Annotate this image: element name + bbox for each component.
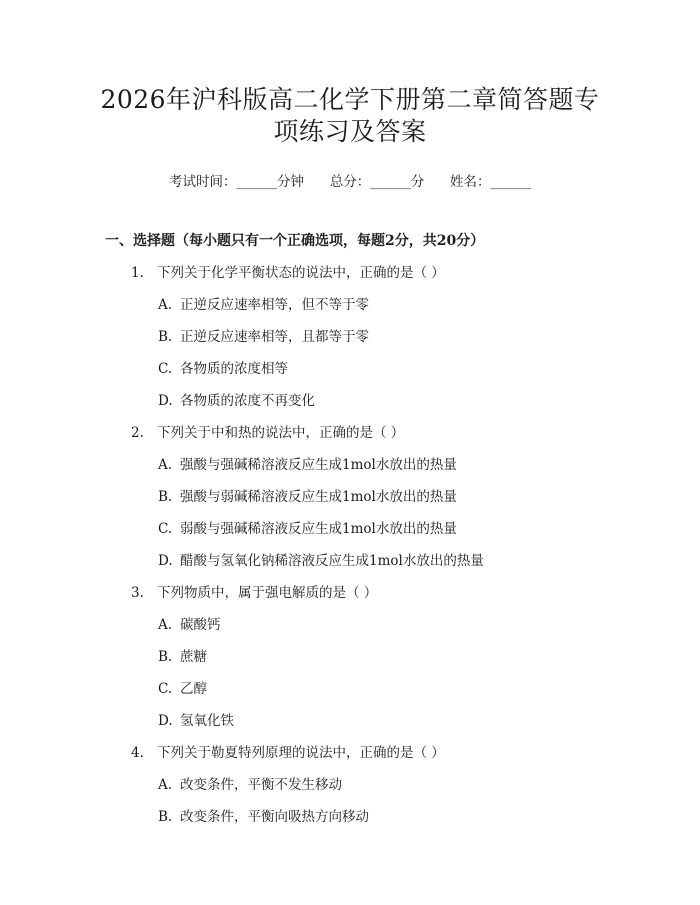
option-letter: D.	[158, 393, 173, 409]
exam-info-line: 考试时间：______分钟 总分：______分 姓名：______	[169, 174, 531, 190]
option-letter: C.	[158, 681, 173, 697]
option-letter: D.	[158, 713, 173, 729]
question-3-option-b	[158, 645, 207, 665]
option-text: 各物质的浓度不再变化	[180, 393, 315, 409]
option-letter: B.	[158, 329, 173, 345]
option-text: 碳酸钙	[180, 617, 221, 633]
option-text: 弱酸与强碱稀溶液反应生成1mol水放出的热量	[180, 521, 457, 537]
option-text: 强酸与强碱稀溶液反应生成1mol水放出的热量	[180, 457, 457, 473]
question-number: 4.	[131, 745, 144, 761]
question-number: 2.	[131, 425, 144, 441]
option-text: 醋酸与氢氧化钠稀溶液反应生成1mol水放出的热量	[180, 553, 484, 569]
question-4	[131, 741, 445, 761]
option-letter: A.	[158, 617, 173, 633]
question-number: 1.	[131, 265, 144, 281]
question-3-option-d	[158, 709, 234, 729]
section-heading: 一、选择题（每小题只有一个正确选项，每题2分，共20分）	[105, 233, 485, 249]
question-number: 3.	[131, 585, 144, 601]
option-letter: A.	[158, 457, 173, 473]
question-1-option-a	[158, 293, 369, 313]
option-letter: C.	[158, 361, 173, 377]
question-text: 下列物质中，属于强电解质的是（ ）	[157, 585, 378, 601]
question-3-option-c	[158, 677, 207, 697]
question-4-option-a	[158, 773, 342, 793]
question-text: 下列关于勒夏特列原理的说法中，正确的是（ ）	[157, 745, 445, 761]
option-text: 蔗糖	[180, 649, 207, 665]
option-letter: A.	[158, 777, 173, 793]
option-text: 强酸与弱碱稀溶液反应生成1mol水放出的热量	[180, 489, 457, 505]
question-text: 下列关于中和热的说法中，正确的是（ ）	[157, 425, 405, 441]
option-text: 氢氧化铁	[180, 713, 234, 729]
question-4-option-b	[158, 805, 369, 825]
option-text: 乙醇	[180, 681, 207, 697]
option-letter: A.	[158, 297, 173, 313]
option-text: 各物质的浓度相等	[180, 361, 288, 377]
option-letter: B.	[158, 489, 173, 505]
option-letter: D.	[158, 553, 173, 569]
question-1-option-d	[158, 389, 315, 409]
question-2-option-d	[158, 549, 484, 569]
question-1-option-b	[158, 325, 369, 345]
option-text: 改变条件，平衡向吸热方向移动	[180, 809, 369, 825]
question-2-option-b	[158, 485, 457, 505]
document-title-line-2: 项练习及答案	[273, 117, 427, 146]
option-letter: C.	[158, 521, 173, 537]
question-1	[131, 261, 445, 281]
document-title-line-1: 2026年沪科版高二化学下册第二章简答题专	[100, 85, 600, 114]
question-2-option-c	[158, 517, 457, 537]
question-1-option-c	[158, 357, 288, 377]
question-2-option-a	[158, 453, 457, 473]
option-letter: B.	[158, 809, 173, 825]
question-3-option-a	[158, 613, 221, 633]
option-text: 正逆反应速率相等，且都等于零	[180, 329, 369, 345]
option-letter: B.	[158, 649, 173, 665]
option-text: 改变条件，平衡不发生移动	[180, 777, 342, 793]
question-2	[131, 421, 404, 441]
question-text: 下列关于化学平衡状态的说法中，正确的是（ ）	[157, 265, 445, 281]
option-text: 正逆反应速率相等，但不等于零	[180, 297, 369, 313]
question-3	[131, 581, 377, 601]
